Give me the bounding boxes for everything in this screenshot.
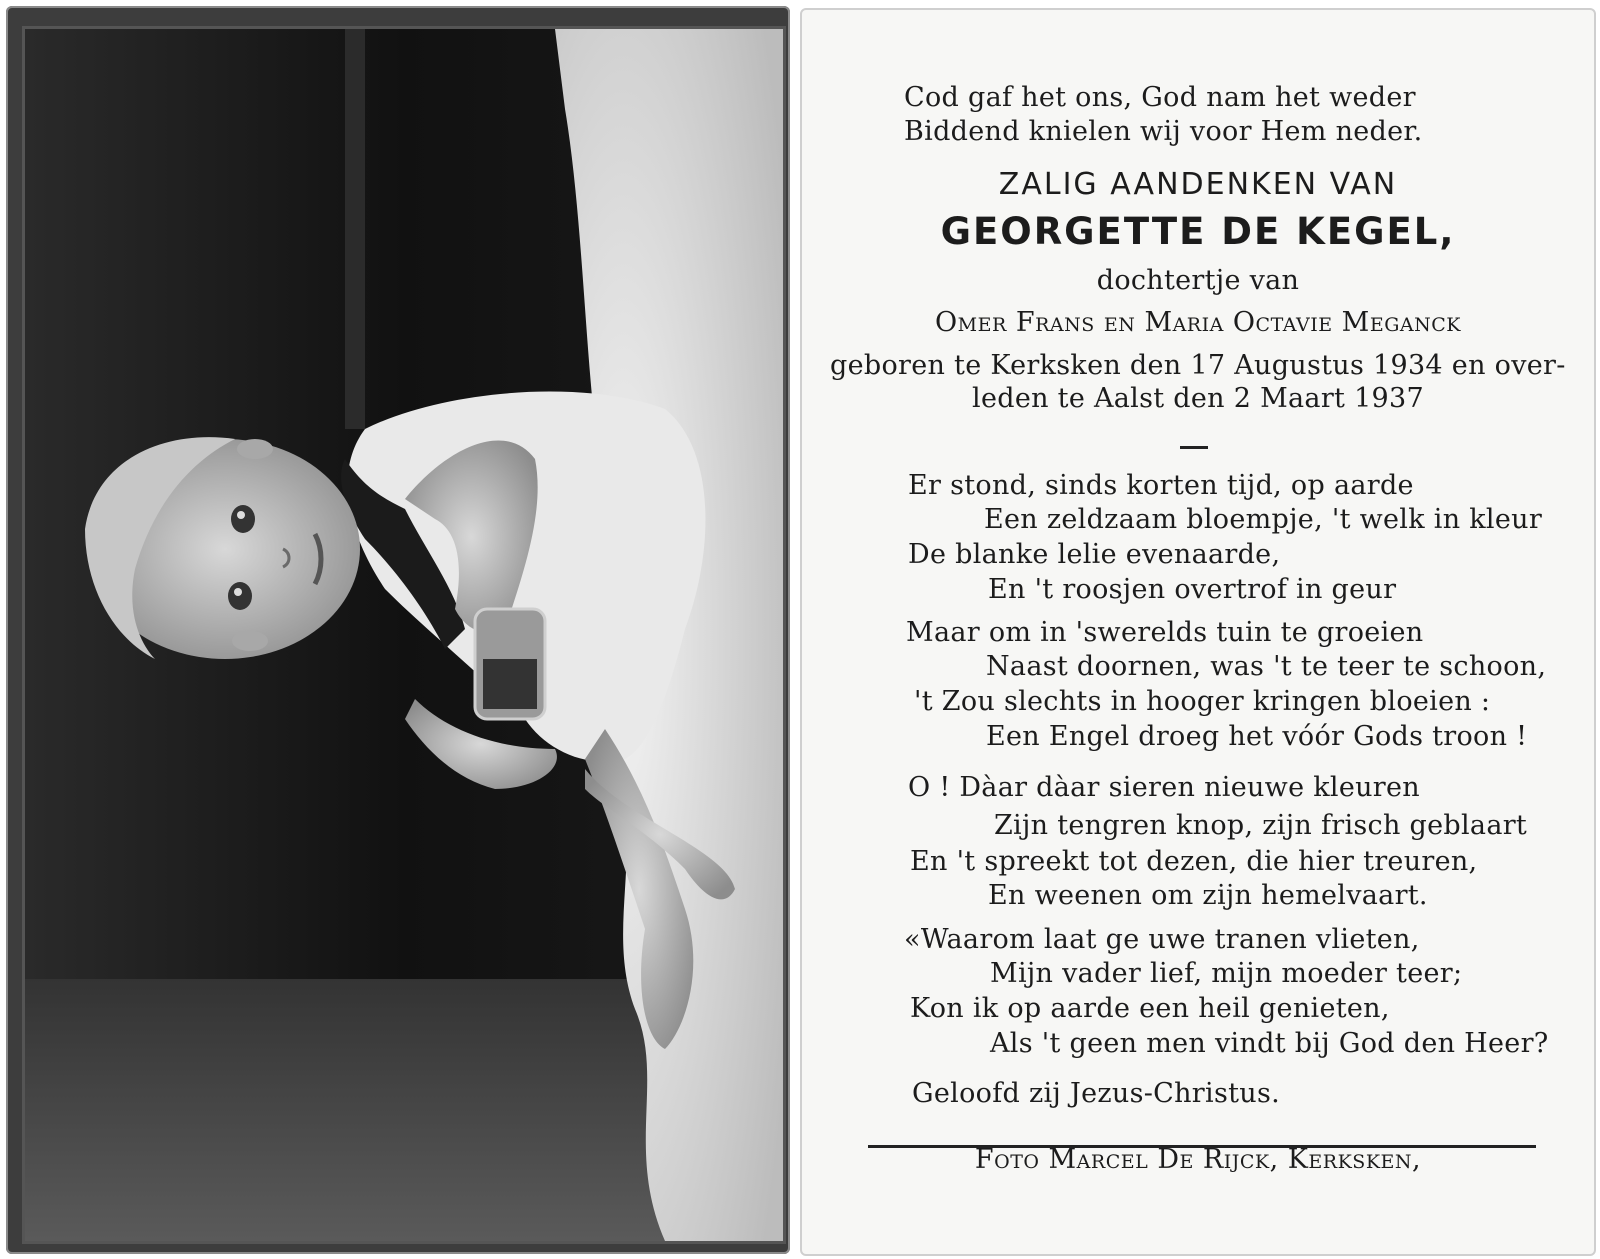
poem-line: Kon ik op aarde een heil genieten, <box>910 993 1390 1024</box>
poem-line: 't Zou slechts in hooger kringen bloeien : <box>914 686 1491 717</box>
poem-line: O ! Dàar dàar sieren nieuwe kleuren <box>908 772 1420 803</box>
divider-dash <box>1180 446 1208 449</box>
baby-photo-icon <box>25 29 783 1241</box>
poem-line: Zijn tengren knop, zijn frisch geblaart <box>994 810 1528 841</box>
parents-names: Omer Frans en Maria Octavie Meganck <box>935 307 1461 338</box>
poem-line: Naast doornen, was 't te teer te schoon, <box>986 651 1547 682</box>
poem-line: En 't spreekt tot dezen, die hier treuren, <box>910 846 1478 877</box>
memorial-heading: ZALIG AANDENKEN VAN <box>998 167 1398 202</box>
death-line: leden te Aalst den 2 Maart 1937 <box>972 383 1424 414</box>
relation-text: dochtertje van <box>1096 265 1300 296</box>
closing-line: Geloofd zij Jezus-Christus. <box>912 1078 1280 1109</box>
poem-line: En 't roosjen overtrof in geur <box>988 574 1397 605</box>
poem-line: En weenen om zijn hemelvaart. <box>988 880 1428 911</box>
poem-line: Als 't geen men vindt bij God den Heer? <box>990 1028 1549 1059</box>
photo-card <box>6 6 790 1254</box>
poem-line: Een Engel droeg het vóór Gods troon ! <box>986 721 1528 752</box>
poem-line: Een zeldzaam bloempje, 't welk in kleur <box>984 504 1543 535</box>
opening-line-2: Biddend knielen wij voor Hem neder. <box>904 116 1423 147</box>
deceased-name: GEORGETTE DE KEGEL, <box>940 210 1456 253</box>
opening-line-1: Cod gaf het ons, God nam het weder <box>904 82 1416 113</box>
poem-line: Mijn vader lief, mijn moeder teer; <box>990 958 1463 989</box>
poem-line: De blanke lelie evenaarde, <box>908 539 1281 570</box>
memorial-card <box>800 8 1596 1256</box>
birth-line: geboren te Kerksken den 17 Augustus 1934 en over- <box>830 350 1566 381</box>
poem-line: Er stond, sinds korten tijd, op aarde <box>908 470 1414 501</box>
baby-photo <box>22 26 786 1244</box>
poem-line: «Waarom laat ge uwe tranen vlieten, <box>904 924 1420 955</box>
photographer-credit: Foto Marcel De Rijck, Kerksken, <box>974 1144 1422 1175</box>
poem-line: Maar om in 'swerelds tuin te groeien <box>906 617 1424 648</box>
